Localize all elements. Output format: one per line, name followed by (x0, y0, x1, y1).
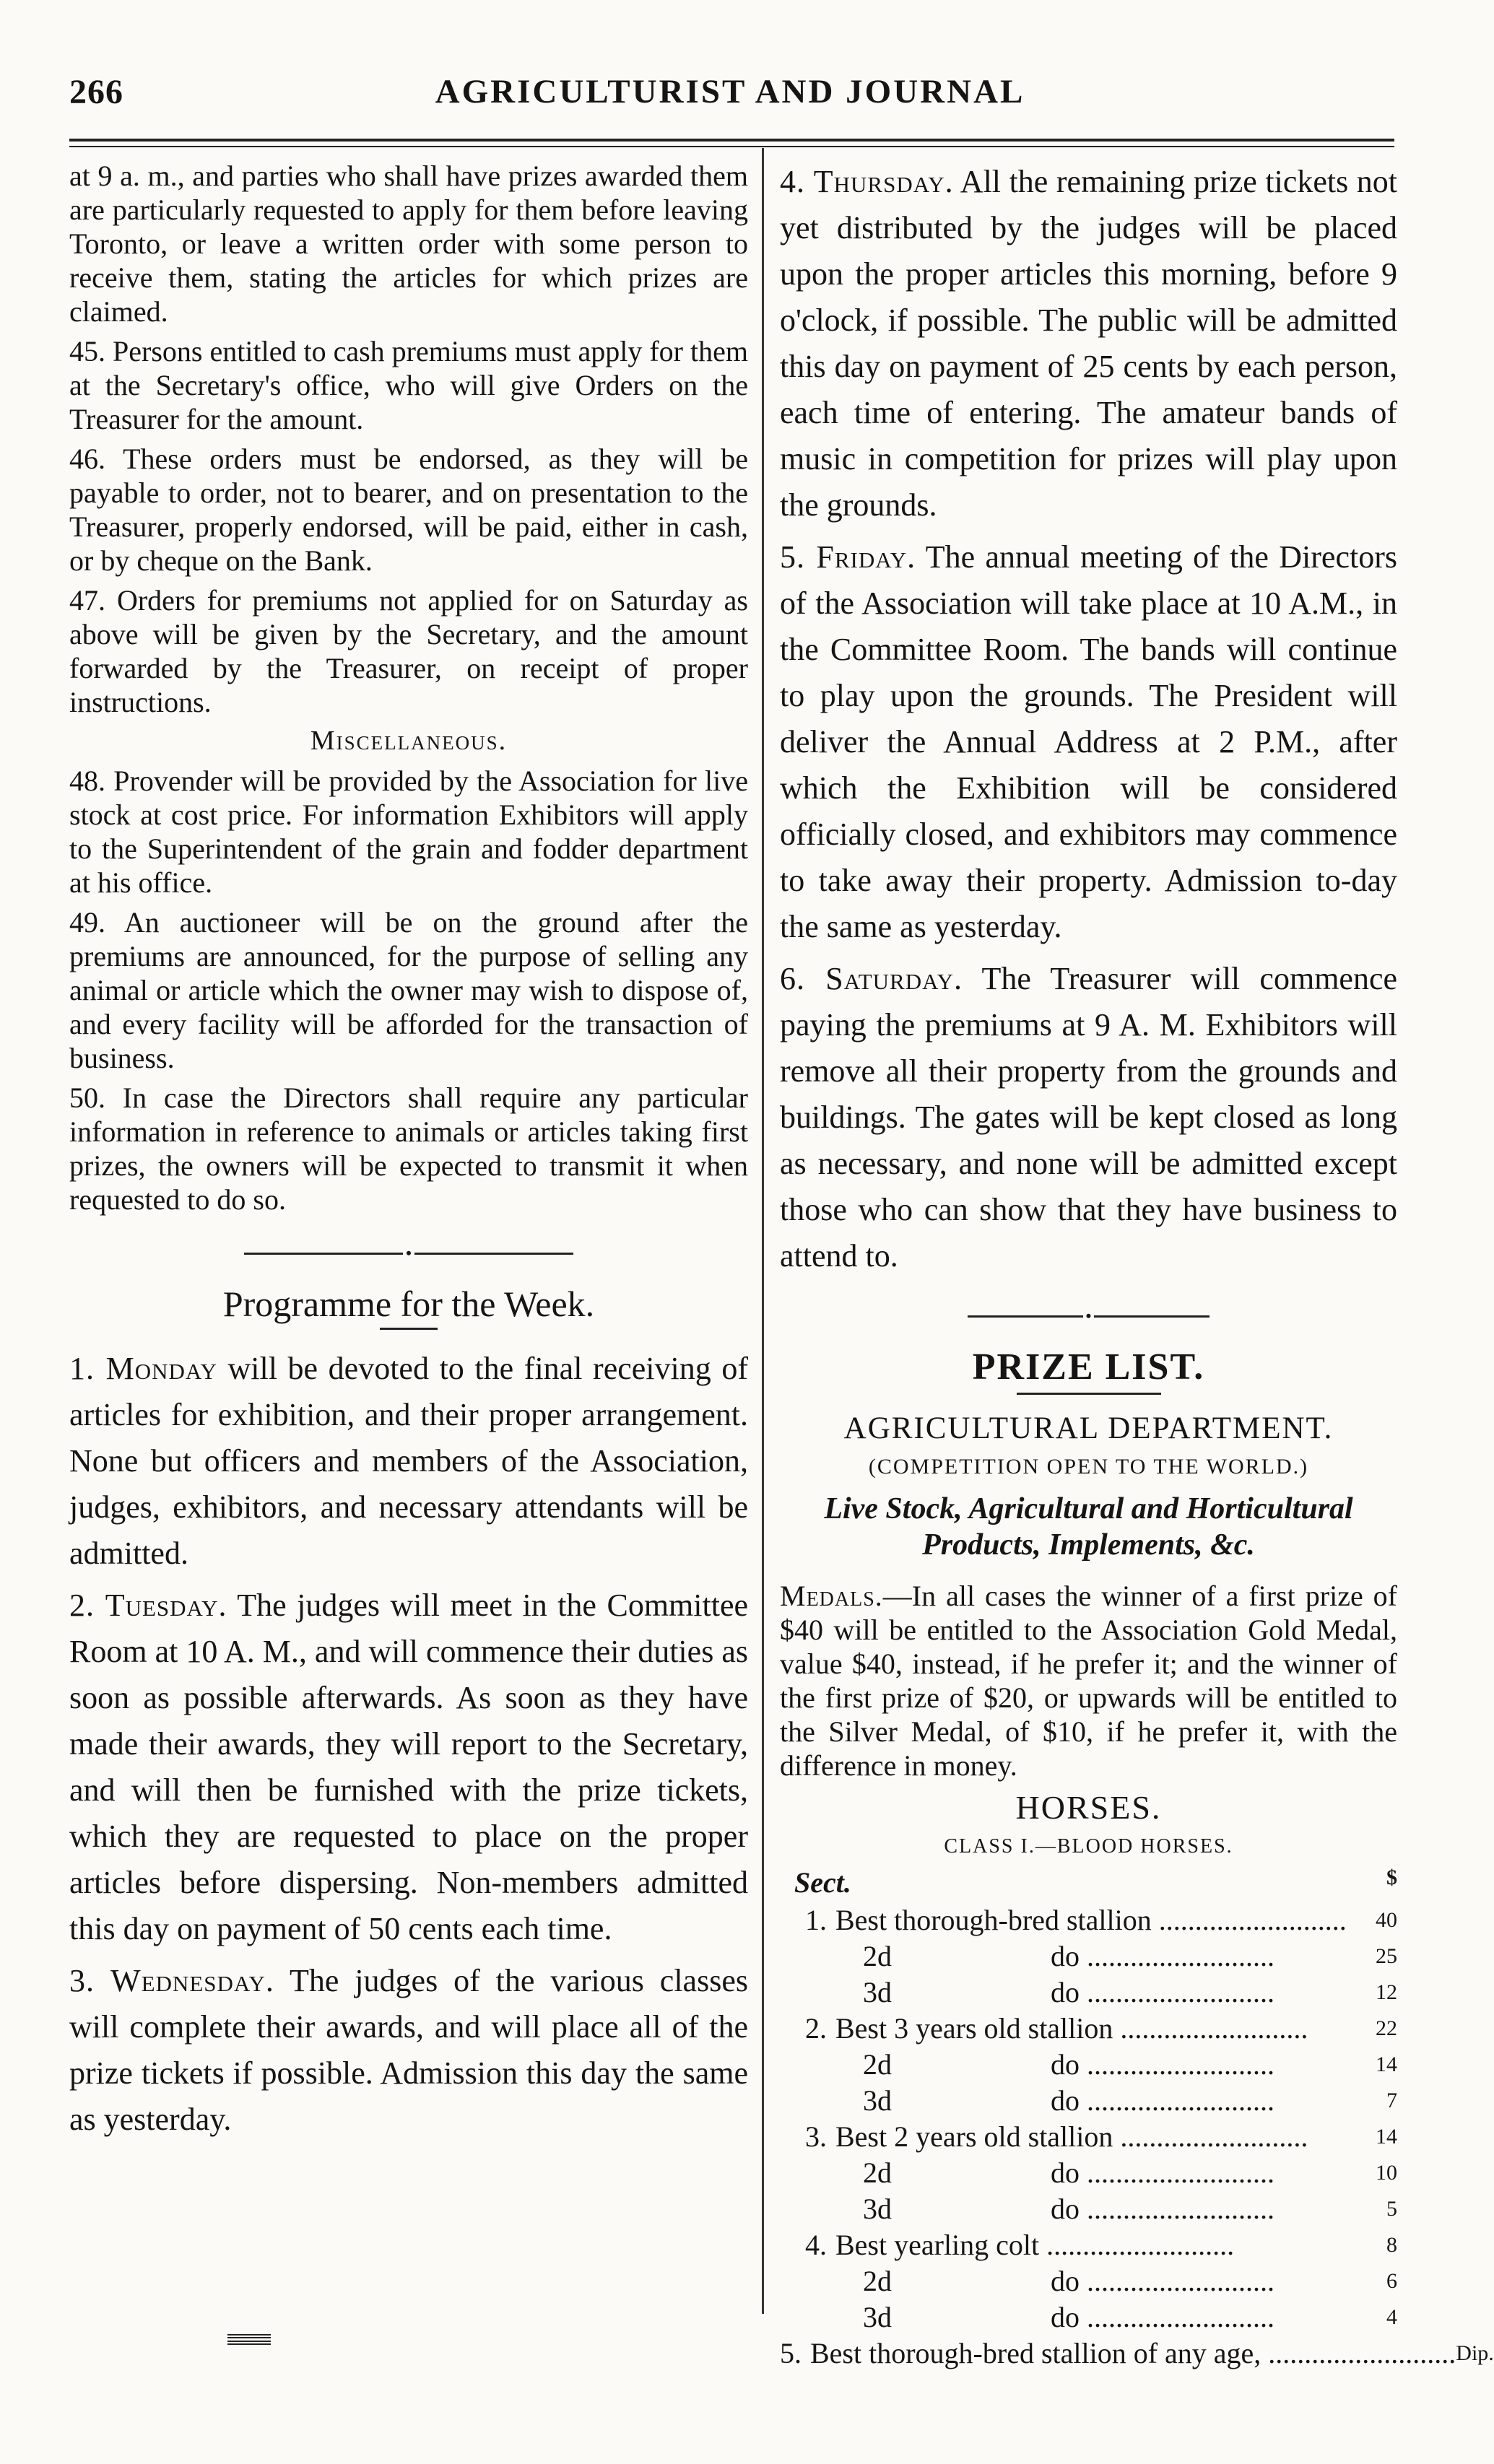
wednesday-label: 3. Wednesday. (69, 1963, 274, 1998)
row-rank: 2d (863, 2048, 892, 2081)
row-label: Best thorough-bred stallion of any age, .......................... (810, 2337, 1456, 2369)
row-label: Best 2 years old stallion .......................... (835, 2120, 1308, 2153)
row-number: 5. (780, 2337, 802, 2369)
row-number (780, 2083, 835, 2119)
row-number (780, 2299, 835, 2335)
row-ditto: do (1051, 2301, 1080, 2333)
programme-list-continued (780, 159, 1397, 1279)
row-amount: 14 (1376, 2052, 1397, 2076)
left-column (69, 159, 748, 2149)
medals-label: Medals. (780, 1580, 883, 1612)
row-ditto: do (1051, 2084, 1080, 2117)
row-amount: 6 (1386, 2269, 1397, 2293)
row-label: 3d do .......................... (835, 2299, 1361, 2335)
saturday-text: The Treasurer will commence paying the premiums at 9 A. M. Exhibitors will remove all their property from the grounds and buildings. The gates will be kept closed as long as necessary, and none will be admitted except those who can show that they have business to attend to. (780, 961, 1397, 1274)
ornament-divider-right: • (780, 1307, 1397, 1325)
sect-label: Sect. (794, 1866, 851, 1899)
row-amount: 7 (1386, 2089, 1397, 2112)
medals-text: —In all cases the winner of a first prize of $40 will be entitled to the Association Gold Medal, value $40, instead, if he prefer it; and the winner of the first prize of $20, or upwards will be entitled to the Silver Medal, of $10, if he prefer it, with the difference in money. (780, 1580, 1397, 1782)
page-header (69, 72, 1391, 130)
row-number: 1. (805, 1904, 827, 1936)
competition-note: (COMPETITION OPEN TO THE WORLD.) (868, 1455, 1309, 1479)
saturday-label: 6. Saturday. (780, 961, 963, 996)
row-amount: 4 (1386, 2305, 1397, 2329)
friday-text: The annual meeting of the Directors of the Association will take place at 10 A.M., in the Committee Room. The bands will continue to play upon the grounds. The President will deliver the Annual Address at 2 P.M., after which the Exhibition will be considered officially closed, and exhibitors may commence to take away their property. Admission to-day the same as yesterday. (780, 539, 1397, 944)
row-number (780, 2047, 835, 2083)
paragraph-intro: at 9 a. m., and parties who shall have prizes awarded them are particularly requested to apply for them before leaving Toronto, or leave a written order with some person to receive them, stating the articles for which prizes are claimed. (69, 160, 748, 328)
ornament-divider: • (69, 1244, 748, 1263)
programme-saturday (780, 956, 1397, 1279)
tuesday-label: 2. Tuesday. (69, 1588, 227, 1623)
row-amount: 10 (1376, 2161, 1397, 2185)
row-rank: 2d (863, 1940, 892, 1972)
page-number: 266 (69, 73, 123, 111)
prize-title-rule (1017, 1393, 1161, 1395)
column-divider (762, 148, 764, 2314)
programme-title: Programme for the Week. (222, 1284, 595, 1324)
row-label: 3d do .......................... (835, 2191, 1361, 2227)
row-label: 2d do .......................... (835, 2155, 1361, 2191)
table-row (780, 2299, 1397, 2335)
row-amount: 8 (1386, 2233, 1397, 2257)
row-number (780, 1975, 835, 2011)
table-row (780, 2227, 1397, 2263)
horses-heading: HORSES. (1015, 1789, 1162, 1826)
row-ditto: do (1051, 1976, 1080, 2008)
row-label: Best yearling colt .......................... (835, 2229, 1235, 2261)
row-rank: 2d (863, 2156, 892, 2189)
row-amount: 40 (1376, 1908, 1397, 1932)
prize-list-title: PRIZE LIST. (972, 1346, 1205, 1388)
row-description: Best thorough-bred stallion of any age, (810, 2337, 1261, 2369)
paragraph-45: 45. Persons entitled to cash premiums must apply for them at the Secretary's office, who will give Orders on the Treasurer for the amount. (69, 335, 748, 435)
table-row (780, 1975, 1397, 2011)
dollar-label: $ (1386, 1866, 1397, 1889)
row-description: Best 2 years old stallion (835, 2120, 1113, 2153)
row-rank: 2d (863, 2265, 892, 2297)
row-number (780, 1938, 835, 1975)
row-amount: 14 (1376, 2125, 1397, 2149)
tuesday-text: The judges will meet in the Committee Room at 10 A. M., and will commence their duties as soon as possible afterwards. As soon as they have made their awards, they will report to the Secretary, and will then be furnished with the prize tickets, which they are requested to place on the proper articles before dispersing. Non-members admitted this day on payment of 50 cents each time. (69, 1588, 748, 1946)
prize-table (780, 1902, 1494, 2372)
paragraph-48: 48. Provender will be provided by the Association for live stock at cost price. For information Exhibitors will apply to the Superintendent of the grain and fodder department at his office. (69, 765, 748, 899)
row-amount: Dip. (1456, 2341, 1494, 2365)
row-amount: 12 (1376, 1980, 1397, 2004)
department-heading: AGRICULTURAL DEPARTMENT. (843, 1411, 1334, 1445)
row-rank: 3d (863, 2301, 892, 2333)
thursday-label: 4. Thursday. (780, 164, 954, 199)
row-amount: 25 (1376, 1944, 1397, 1968)
row-label: 3d do .......................... (835, 1975, 1361, 2011)
table-row (780, 2191, 1397, 2227)
table-row (780, 2083, 1397, 2119)
row-description: Best yearling colt (835, 2229, 1040, 2261)
monday-label: 1. Monday (69, 1351, 217, 1386)
programme-monday (69, 1346, 748, 1577)
paragraph-46: 46. These orders must be endorsed, as they will be payable to order, not to bearer, and on presentation to the Treasurer, properly endorsed, will be paid, either in cash, or by cheque on the Bank. (69, 443, 748, 577)
row-description: Best 3 years old stallion (835, 2012, 1113, 2045)
table-row (780, 2155, 1397, 2191)
sect-header (794, 1866, 1397, 1899)
monday-text: will be devoted to the final receiving of articles for exhibition, and their proper arrangement. None but officers and members of the Association, judges, exhibitors, and necessary attendants will be admitted. (69, 1351, 749, 1571)
table-row (780, 1938, 1397, 1975)
row-rank: 3d (863, 2193, 892, 2225)
row-label: 2d do .......................... (835, 1938, 1361, 1975)
row-ditto: do (1051, 2265, 1080, 2297)
row-label: Best 3 years old stallion .......................... (835, 2012, 1308, 2045)
friday-label: 5. Friday. (780, 539, 916, 575)
row-number: 4. (805, 2229, 827, 2261)
live-stock-heading: Live Stock, Agricultural and Horticultural Products, Implements, &c. (824, 1492, 1353, 1562)
row-ditto: do (1051, 2193, 1080, 2225)
miscellaneous-heading: Miscellaneous. (310, 726, 508, 756)
programme-tuesday (69, 1583, 748, 1952)
table-row (780, 1902, 1397, 1938)
row-number (780, 2191, 835, 2227)
row-ditto: do (1051, 2156, 1080, 2189)
right-column (780, 159, 1494, 2372)
row-rank: 3d (863, 2084, 892, 2117)
row-label: Best thorough-bred stallion .......................... (835, 1904, 1347, 1936)
row-rank: 3d (863, 1976, 892, 2008)
row-ditto: do (1051, 2048, 1080, 2081)
table-row (780, 2263, 1397, 2299)
programme-friday (780, 534, 1397, 950)
row-number (780, 2155, 835, 2191)
row-ditto: do (1051, 1940, 1080, 1972)
table-row (780, 2335, 1494, 2372)
table-row (780, 2119, 1397, 2155)
paragraph-49: 49. An auctioneer will be on the ground after the premiums are announced, for the purpose of selling any animal or article which the owner may wish to dispose of, and every facility will be afforded for the transaction of business. (69, 906, 748, 1074)
row-number (780, 2263, 835, 2299)
class-heading: CLASS I.—BLOOD HORSES. (944, 1835, 1233, 1858)
row-number: 3. (805, 2120, 827, 2153)
programme-wednesday (69, 1958, 748, 2143)
footer-ornament (227, 2332, 271, 2347)
row-amount: 22 (1376, 2016, 1397, 2040)
medals-paragraph (780, 1579, 1397, 1782)
running-title: AGRICULTURIST AND JOURNAL (435, 73, 1025, 110)
wednesday-text: The judges of the various classes will complete their awards, and will place all of the prize tickets if possible. Admission this day the same as yesterday. (69, 1963, 748, 2137)
header-rule (69, 139, 1394, 142)
table-row (780, 2047, 1397, 2083)
paragraph-50: 50. In case the Directors shall require any particular information in reference to animals or articles taking first prizes, the owners will be expected to transmit it when requested to do so. (69, 1081, 748, 1216)
row-amount: 5 (1386, 2197, 1397, 2221)
row-number: 2. (805, 2012, 827, 2045)
paragraph-47: 47. Orders for premiums not applied for on Saturday as above will be given by the Secretary, and the amount forwarded by the Treasurer, on receipt of proper instructions. (69, 584, 748, 718)
programme-list (69, 1346, 748, 2143)
header-rule-thin (69, 146, 1394, 147)
row-label: 3d do .......................... (835, 2083, 1361, 2119)
row-description: Best thorough-bred stallion (835, 1904, 1152, 1936)
row-label: 2d do .......................... (835, 2263, 1361, 2299)
thursday-text: All the remaining prize tickets not yet distributed by the judges will be placed upon the proper articles this morning, before 9 o'clock, if possible. The public will be admitted this day on payment of 25 cents by each person, each time of entering. The amateur bands of music in competition for prizes will play upon the grounds. (780, 164, 1397, 523)
title-rule (380, 1328, 438, 1330)
programme-thursday (780, 159, 1397, 528)
row-label: 2d do .......................... (835, 2047, 1361, 2083)
table-row (780, 2011, 1397, 2047)
